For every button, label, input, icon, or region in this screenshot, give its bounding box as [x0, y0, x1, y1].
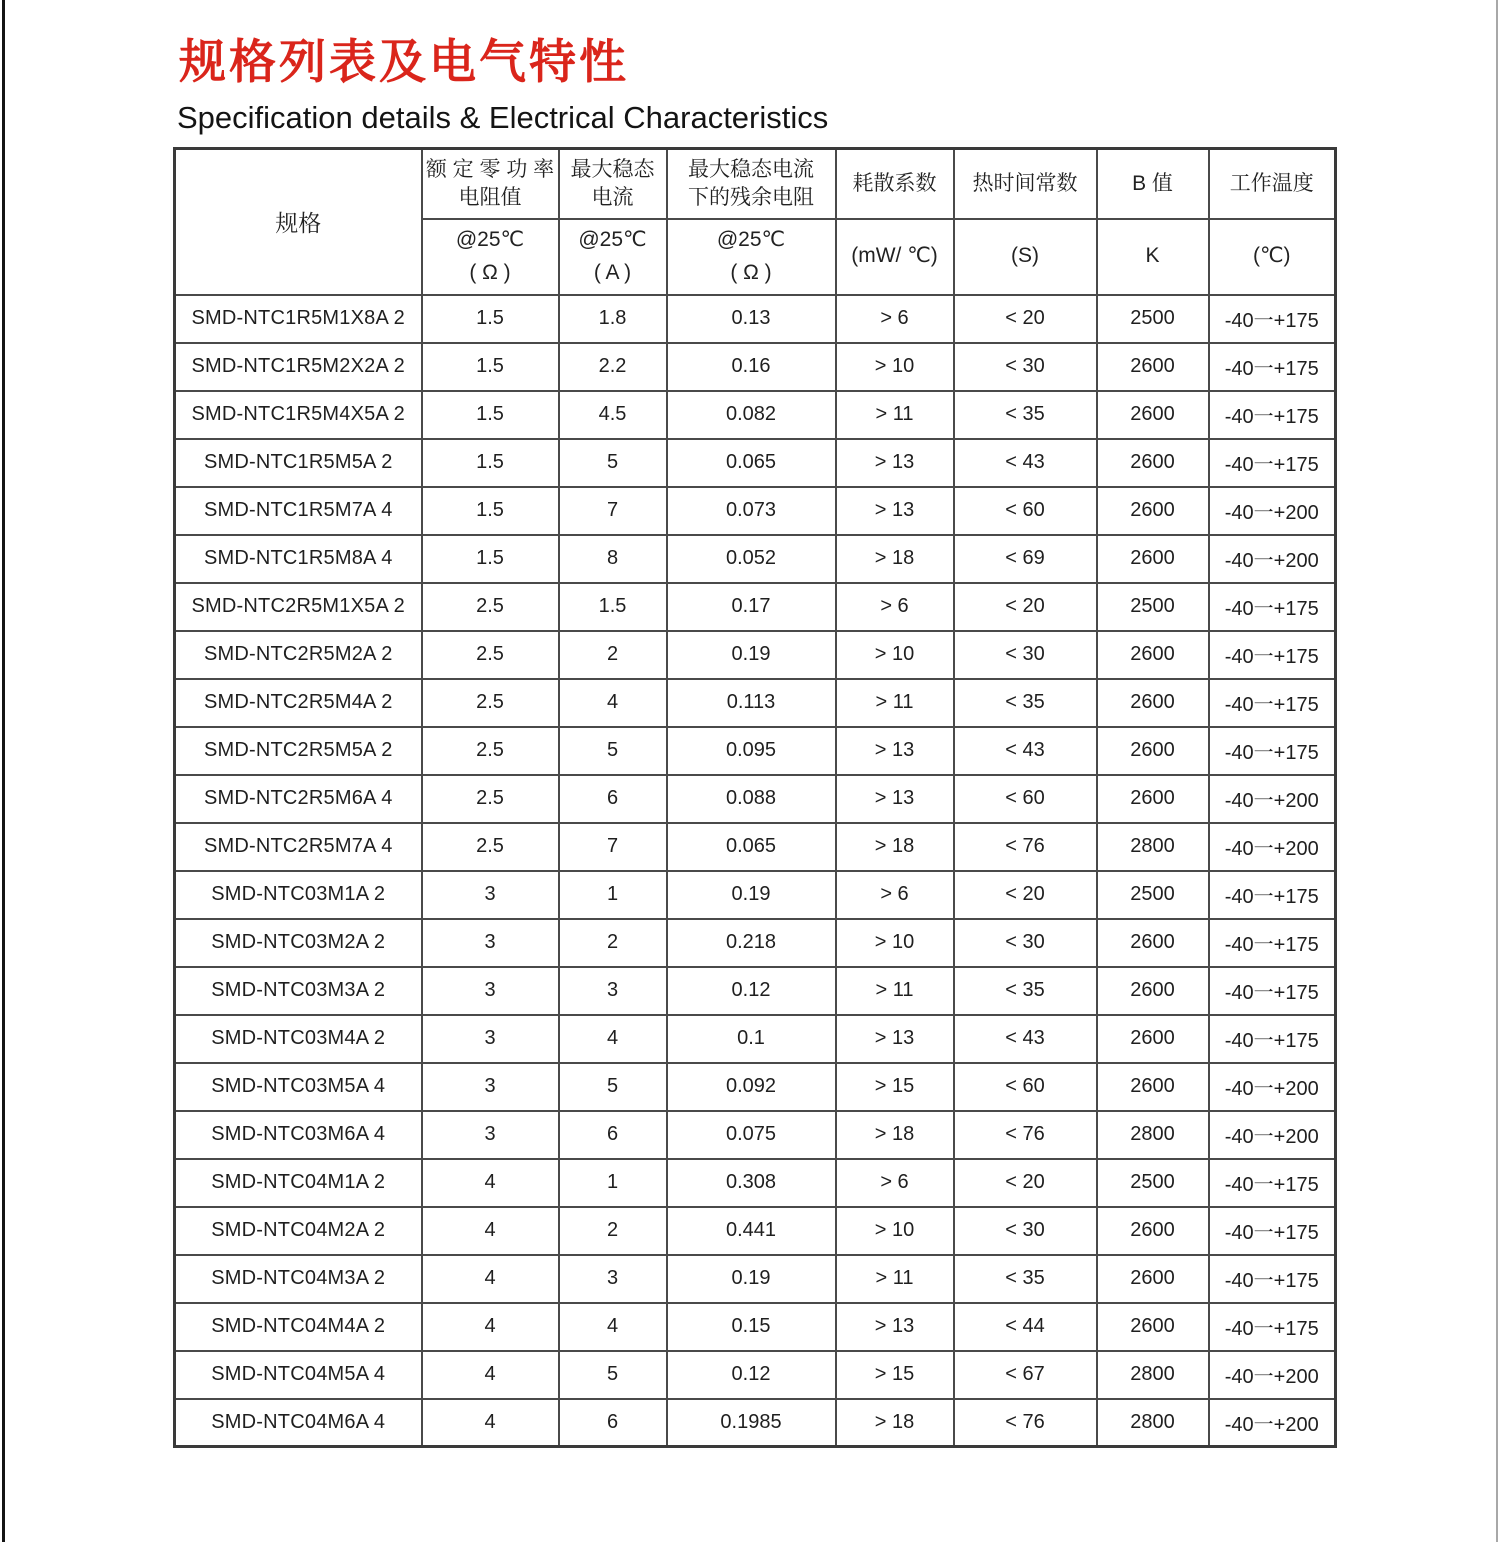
value-cell: 2.2: [559, 343, 667, 391]
value-cell: < 76: [954, 1399, 1097, 1447]
value-cell: 5: [559, 1063, 667, 1111]
value-cell: 3: [559, 1255, 667, 1303]
table-row: [175, 1159, 1336, 1207]
value-cell: > 11: [836, 679, 954, 727]
unit-line: ( Ω ): [730, 260, 772, 284]
value-cell: 1.5: [422, 535, 559, 583]
value-cell: -40一+200: [1209, 775, 1336, 823]
value-cell: 5: [559, 1351, 667, 1399]
value-cell: 0.073: [667, 487, 836, 535]
table-row: [175, 967, 1336, 1015]
value-cell: 7: [559, 823, 667, 871]
table-header: [175, 149, 1336, 295]
value-cell: 2600: [1097, 1303, 1209, 1351]
value-cell: -40一+175: [1209, 1159, 1336, 1207]
value-cell: > 6: [836, 583, 954, 631]
value-cell: > 11: [836, 1255, 954, 1303]
value-cell: < 76: [954, 1111, 1097, 1159]
table-row: [175, 583, 1336, 631]
value-cell: 4.5: [559, 391, 667, 439]
unit-b-value: K: [1097, 219, 1209, 295]
unit-residual-resistance: [667, 219, 836, 295]
value-cell: < 60: [954, 775, 1097, 823]
value-cell: > 10: [836, 343, 954, 391]
value-cell: 2: [559, 1207, 667, 1255]
table-row: [175, 823, 1336, 871]
value-cell: 0.12: [667, 1351, 836, 1399]
value-cell: 6: [559, 775, 667, 823]
value-cell: -40一+175: [1209, 871, 1336, 919]
spec-name-cell: SMD-NTC2R5M7A 4: [175, 823, 422, 871]
value-cell: < 30: [954, 631, 1097, 679]
value-cell: > 18: [836, 823, 954, 871]
value-cell: 6: [559, 1399, 667, 1447]
spec-name-cell: SMD-NTC03M1A 2: [175, 871, 422, 919]
table-row: [175, 391, 1336, 439]
value-cell: 0.13: [667, 295, 836, 343]
value-cell: > 18: [836, 535, 954, 583]
spec-name-cell: SMD-NTC03M2A 2: [175, 919, 422, 967]
value-cell: 4: [559, 1303, 667, 1351]
value-cell: 2800: [1097, 1351, 1209, 1399]
value-cell: 2500: [1097, 1159, 1209, 1207]
value-cell: 1.5: [422, 295, 559, 343]
value-cell: -40一+175: [1209, 631, 1336, 679]
value-cell: 3: [422, 1015, 559, 1063]
value-cell: -40一+175: [1209, 967, 1336, 1015]
value-cell: 3: [422, 1063, 559, 1111]
value-cell: > 6: [836, 1159, 954, 1207]
unit-line: ( A ): [593, 260, 632, 284]
value-cell: 6: [559, 1111, 667, 1159]
value-cell: 4: [422, 1303, 559, 1351]
value-cell: -40一+175: [1209, 583, 1336, 631]
value-cell: > 13: [836, 775, 954, 823]
value-cell: 2.5: [422, 727, 559, 775]
value-cell: > 18: [836, 1111, 954, 1159]
value-cell: 0.052: [667, 535, 836, 583]
value-cell: < 35: [954, 679, 1097, 727]
value-cell: < 69: [954, 535, 1097, 583]
value-cell: 0.17: [667, 583, 836, 631]
header-line: 最大稳态: [570, 158, 655, 182]
value-cell: 2500: [1097, 295, 1209, 343]
table-row: [175, 1351, 1336, 1399]
value-cell: > 10: [836, 1207, 954, 1255]
spec-name-cell: SMD-NTC1R5M8A 4: [175, 535, 422, 583]
value-cell: < 60: [954, 1063, 1097, 1111]
value-cell: 1.5: [422, 487, 559, 535]
spec-name-cell: SMD-NTC03M6A 4: [175, 1111, 422, 1159]
spec-name-cell: SMD-NTC04M2A 2: [175, 1207, 422, 1255]
value-cell: < 35: [954, 1255, 1097, 1303]
value-cell: > 6: [836, 871, 954, 919]
header-residual-resistance: [667, 149, 836, 219]
value-cell: -40一+200: [1209, 487, 1336, 535]
value-cell: 0.19: [667, 1255, 836, 1303]
header-line: 额 定 零 功 率: [425, 158, 555, 182]
value-cell: 2.5: [422, 775, 559, 823]
value-cell: 4: [422, 1351, 559, 1399]
value-cell: 4: [559, 679, 667, 727]
value-cell: < 35: [954, 967, 1097, 1015]
value-cell: 0.065: [667, 823, 836, 871]
value-cell: 2600: [1097, 1015, 1209, 1063]
value-cell: 0.095: [667, 727, 836, 775]
table-row: [175, 535, 1336, 583]
value-cell: 0.15: [667, 1303, 836, 1351]
value-cell: 2600: [1097, 727, 1209, 775]
value-cell: 3: [422, 871, 559, 919]
unit-thermal-time-constant: (S): [954, 219, 1097, 295]
value-cell: -40一+200: [1209, 535, 1336, 583]
value-cell: 2600: [1097, 1255, 1209, 1303]
value-cell: 2600: [1097, 679, 1209, 727]
value-cell: 0.1985: [667, 1399, 836, 1447]
value-cell: 0.075: [667, 1111, 836, 1159]
table-row: [175, 1207, 1336, 1255]
table-row: [175, 1111, 1336, 1159]
header-dissipation-factor: 耗散系数: [836, 149, 954, 219]
value-cell: < 20: [954, 1159, 1097, 1207]
value-cell: 2600: [1097, 631, 1209, 679]
table-row: [175, 775, 1336, 823]
value-cell: 0.113: [667, 679, 836, 727]
value-cell: -40一+200: [1209, 823, 1336, 871]
value-cell: 0.065: [667, 439, 836, 487]
value-cell: -40一+175: [1209, 727, 1336, 775]
value-cell: -40一+175: [1209, 1015, 1336, 1063]
table-row: [175, 487, 1336, 535]
page-title-english: Specification details & Electrical Characteristics: [177, 99, 829, 135]
header-line: 下的残余电阻: [688, 185, 814, 209]
header-b-value: B 值: [1097, 149, 1209, 219]
value-cell: > 11: [836, 967, 954, 1015]
spec-name-cell: SMD-NTC2R5M5A 2: [175, 727, 422, 775]
spec-name-cell: SMD-NTC04M1A 2: [175, 1159, 422, 1207]
value-cell: -40一+175: [1209, 1255, 1336, 1303]
value-cell: 2800: [1097, 823, 1209, 871]
header-row-top: [175, 149, 1336, 219]
value-cell: < 30: [954, 1207, 1097, 1255]
table-row: [175, 1015, 1336, 1063]
table-row: [175, 1399, 1336, 1447]
header-line: 电流: [591, 185, 634, 209]
unit-line: @25℃: [455, 227, 525, 251]
table-row: [175, 679, 1336, 727]
header-spec: 规格: [175, 149, 422, 295]
page-left-border: [2, 0, 5, 1542]
header-rated-resistance: [422, 149, 559, 219]
value-cell: 2600: [1097, 775, 1209, 823]
value-cell: 2500: [1097, 871, 1209, 919]
spec-name-cell: SMD-NTC1R5M7A 4: [175, 487, 422, 535]
value-cell: 1.5: [559, 583, 667, 631]
unit-line: ( Ω ): [469, 260, 511, 284]
value-cell: < 67: [954, 1351, 1097, 1399]
value-cell: > 15: [836, 1063, 954, 1111]
value-cell: 3: [422, 1111, 559, 1159]
value-cell: < 20: [954, 583, 1097, 631]
value-cell: 0.218: [667, 919, 836, 967]
value-cell: 2600: [1097, 535, 1209, 583]
value-cell: 1.5: [422, 391, 559, 439]
value-cell: -40一+200: [1209, 1351, 1336, 1399]
value-cell: 2600: [1097, 391, 1209, 439]
header-max-steady-current: [559, 149, 667, 219]
unit-line: @25℃: [716, 227, 786, 251]
value-cell: -40一+175: [1209, 679, 1336, 727]
value-cell: 4: [422, 1159, 559, 1207]
value-cell: > 10: [836, 631, 954, 679]
value-cell: -40一+175: [1209, 295, 1336, 343]
value-cell: < 30: [954, 919, 1097, 967]
spec-name-cell: SMD-NTC2R5M1X5A 2: [175, 583, 422, 631]
spec-table-body: [175, 295, 1336, 1447]
value-cell: > 13: [836, 1015, 954, 1063]
value-cell: < 43: [954, 439, 1097, 487]
value-cell: 2600: [1097, 343, 1209, 391]
spec-name-cell: SMD-NTC04M5A 4: [175, 1351, 422, 1399]
spec-name-cell: SMD-NTC03M3A 2: [175, 967, 422, 1015]
value-cell: < 76: [954, 823, 1097, 871]
value-cell: > 13: [836, 727, 954, 775]
value-cell: 3: [422, 967, 559, 1015]
value-cell: > 10: [836, 919, 954, 967]
value-cell: 4: [422, 1399, 559, 1447]
value-cell: 2800: [1097, 1399, 1209, 1447]
value-cell: -40一+175: [1209, 919, 1336, 967]
value-cell: 2.5: [422, 823, 559, 871]
spec-name-cell: SMD-NTC1R5M2X2A 2: [175, 343, 422, 391]
value-cell: 2600: [1097, 1207, 1209, 1255]
value-cell: -40一+200: [1209, 1111, 1336, 1159]
value-cell: 4: [422, 1207, 559, 1255]
value-cell: < 44: [954, 1303, 1097, 1351]
table-row: [175, 295, 1336, 343]
table-row: [175, 439, 1336, 487]
spec-name-cell: SMD-NTC1R5M4X5A 2: [175, 391, 422, 439]
value-cell: < 43: [954, 727, 1097, 775]
value-cell: < 35: [954, 391, 1097, 439]
value-cell: < 20: [954, 871, 1097, 919]
unit-line: @25℃: [578, 227, 647, 251]
table-row: [175, 343, 1336, 391]
unit-operating-temperature: (℃): [1209, 219, 1336, 295]
page-title-chinese: 规格列表及电气特性: [179, 35, 629, 89]
value-cell: 5: [559, 727, 667, 775]
value-cell: 2.5: [422, 583, 559, 631]
value-cell: < 20: [954, 295, 1097, 343]
spec-name-cell: SMD-NTC04M6A 4: [175, 1399, 422, 1447]
value-cell: 0.19: [667, 871, 836, 919]
value-cell: < 60: [954, 487, 1097, 535]
value-cell: 2.5: [422, 631, 559, 679]
value-cell: 0.16: [667, 343, 836, 391]
unit-dissipation-factor: (mW/ ℃): [836, 219, 954, 295]
value-cell: 5: [559, 439, 667, 487]
value-cell: < 43: [954, 1015, 1097, 1063]
table-row: [175, 919, 1336, 967]
value-cell: 0.308: [667, 1159, 836, 1207]
table-row: [175, 631, 1336, 679]
value-cell: > 13: [836, 487, 954, 535]
value-cell: 0.19: [667, 631, 836, 679]
value-cell: -40一+200: [1209, 1063, 1336, 1111]
spec-name-cell: SMD-NTC2R5M4A 2: [175, 679, 422, 727]
value-cell: 4: [559, 1015, 667, 1063]
table-row: [175, 1063, 1336, 1111]
value-cell: 0.441: [667, 1207, 836, 1255]
value-cell: > 13: [836, 1303, 954, 1351]
header-line: 最大稳态电流: [688, 158, 814, 182]
header-thermal-time-constant: 热时间常数: [954, 149, 1097, 219]
value-cell: 4: [422, 1255, 559, 1303]
table-row: [175, 1303, 1336, 1351]
value-cell: 2500: [1097, 583, 1209, 631]
value-cell: 1: [559, 871, 667, 919]
spec-name-cell: SMD-NTC2R5M6A 4: [175, 775, 422, 823]
value-cell: 0.12: [667, 967, 836, 1015]
specification-table: [173, 147, 1337, 1448]
value-cell: 0.092: [667, 1063, 836, 1111]
value-cell: 2: [559, 919, 667, 967]
value-cell: 2600: [1097, 919, 1209, 967]
value-cell: -40一+175: [1209, 391, 1336, 439]
value-cell: 3: [422, 919, 559, 967]
value-cell: > 15: [836, 1351, 954, 1399]
header-operating-temperature: 工作温度: [1209, 149, 1336, 219]
spec-name-cell: SMD-NTC2R5M2A 2: [175, 631, 422, 679]
value-cell: 0.1: [667, 1015, 836, 1063]
value-cell: -40一+175: [1209, 439, 1336, 487]
value-cell: 1.5: [422, 439, 559, 487]
value-cell: -40一+175: [1209, 1207, 1336, 1255]
value-cell: 2800: [1097, 1111, 1209, 1159]
spec-name-cell: SMD-NTC04M3A 2: [175, 1255, 422, 1303]
value-cell: 3: [559, 967, 667, 1015]
value-cell: 2600: [1097, 1063, 1209, 1111]
value-cell: 2: [559, 631, 667, 679]
value-cell: 2600: [1097, 439, 1209, 487]
table-row: [175, 871, 1336, 919]
page-right-border: [1496, 0, 1498, 1542]
value-cell: 7: [559, 487, 667, 535]
spec-name-cell: SMD-NTC03M4A 2: [175, 1015, 422, 1063]
value-cell: -40一+175: [1209, 343, 1336, 391]
value-cell: -40一+200: [1209, 1399, 1336, 1447]
value-cell: > 6: [836, 295, 954, 343]
spec-name-cell: SMD-NTC04M4A 2: [175, 1303, 422, 1351]
value-cell: < 30: [954, 343, 1097, 391]
value-cell: 0.088: [667, 775, 836, 823]
value-cell: 2600: [1097, 967, 1209, 1015]
value-cell: 2600: [1097, 487, 1209, 535]
spec-name-cell: SMD-NTC1R5M5A 2: [175, 439, 422, 487]
spec-name-cell: SMD-NTC03M5A 4: [175, 1063, 422, 1111]
unit-rated-resistance: [422, 219, 559, 295]
value-cell: 0.082: [667, 391, 836, 439]
table-row: [175, 727, 1336, 775]
value-cell: 8: [559, 535, 667, 583]
unit-max-steady-current: [559, 219, 667, 295]
value-cell: > 18: [836, 1399, 954, 1447]
value-cell: 1: [559, 1159, 667, 1207]
value-cell: > 11: [836, 391, 954, 439]
value-cell: 1.5: [422, 343, 559, 391]
value-cell: -40一+175: [1209, 1303, 1336, 1351]
value-cell: 2.5: [422, 679, 559, 727]
spec-name-cell: SMD-NTC1R5M1X8A 2: [175, 295, 422, 343]
table-row: [175, 1255, 1336, 1303]
value-cell: 1.8: [559, 295, 667, 343]
value-cell: > 13: [836, 439, 954, 487]
header-line: 电阻值: [458, 185, 522, 209]
